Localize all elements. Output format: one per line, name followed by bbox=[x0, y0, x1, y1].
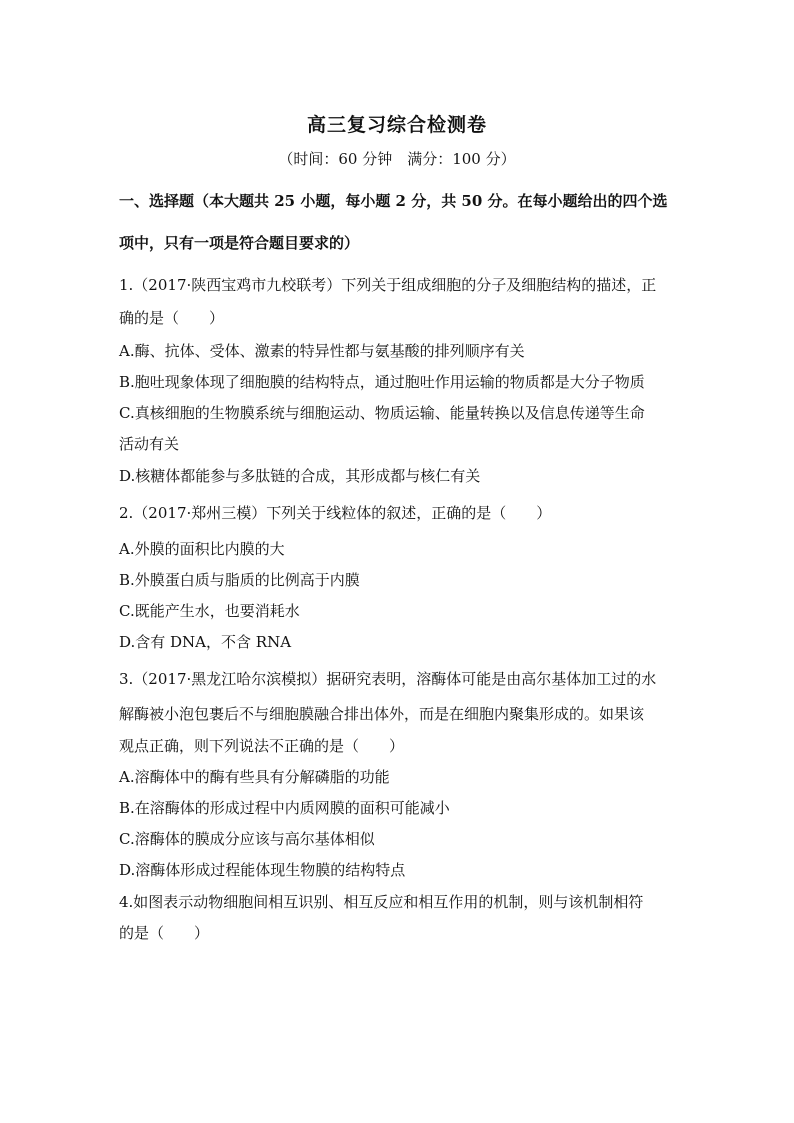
question-1-option-a: A.酶、抗体、受体、激素的特异性都与氨基酸的排列顺序有关 bbox=[119, 342, 525, 360]
question-3-stem-line2: 解酶被小泡包裹后不与细胞膜融合排出体外，而是在细胞内聚集形成的。如果该 bbox=[119, 705, 645, 723]
question-2-option-b: B.外膜蛋白质与脂质的比例高于内膜 bbox=[119, 571, 360, 589]
question-1-option-b: B.胞吐现象体现了细胞膜的结构特点，通过胞吐作用运输的物质都是大分子物质 bbox=[119, 373, 645, 391]
question-4-stem-line2: 的是（ ） bbox=[119, 924, 210, 942]
question-3-option-a: A.溶酶体中的酶有些具有分解磷脂的功能 bbox=[119, 768, 390, 786]
question-2-option-c: C.既能产生水，也要消耗水 bbox=[119, 602, 300, 620]
exam-time-score: （时间：60 分钟 满分：100 分） bbox=[278, 150, 516, 168]
question-1-option-c-line2: 活动有关 bbox=[119, 435, 180, 453]
page-title: 高三复习综合检测卷 bbox=[306, 114, 487, 136]
question-1-option-c-line1: C.真核细胞的生物膜系统与细胞运动、物质运输、能量转换以及信息传递等生命 bbox=[119, 404, 645, 422]
question-3-stem-line3: 观点正确，则下列说法不正确的是（ ） bbox=[119, 737, 405, 755]
question-3-option-d: D.溶酶体形成过程能体现生物膜的结构特点 bbox=[119, 861, 406, 879]
question-3-stem-line1: 3.（2017·黑龙江哈尔滨模拟）据研究表明，溶酶体可能是由高尔基体加工过的水 bbox=[119, 670, 657, 688]
question-1-stem-line1: 1.（2017·陕西宝鸡市九校联考）下列关于组成细胞的分子及细胞结构的描述，正 bbox=[119, 276, 657, 294]
section-header-line1: 一、选择题（本大题共 25 小题，每小题 2 分，共 50 分。在每小题给出的四个选 bbox=[119, 192, 668, 210]
question-1-option-d: D.核糖体都能参与多肽链的合成，其形成都与核仁有关 bbox=[119, 467, 481, 485]
question-2-stem-line1: 2.（2017·郑州三模）下列关于线粒体的叙述，正确的是（ ） bbox=[119, 504, 552, 522]
question-3-option-b: B.在溶酶体的形成过程中内质网膜的面积可能减小 bbox=[119, 799, 450, 817]
question-1-stem-line2: 确的是（ ） bbox=[119, 309, 225, 327]
question-2-option-a: A.外膜的面积比内膜的大 bbox=[119, 540, 285, 558]
question-2-option-d: D.含有 DNA，不含 RNA bbox=[119, 633, 292, 651]
question-4-stem-line1: 4.如图表示动物细胞间相互识别、相互反应和相互作用的机制，则与该机制相符 bbox=[119, 893, 644, 911]
section-header-line2: 项中，只有一项是符合题目要求的） bbox=[119, 234, 360, 252]
question-3-option-c: C.溶酶体的膜成分应该与高尔基体相似 bbox=[119, 830, 375, 848]
